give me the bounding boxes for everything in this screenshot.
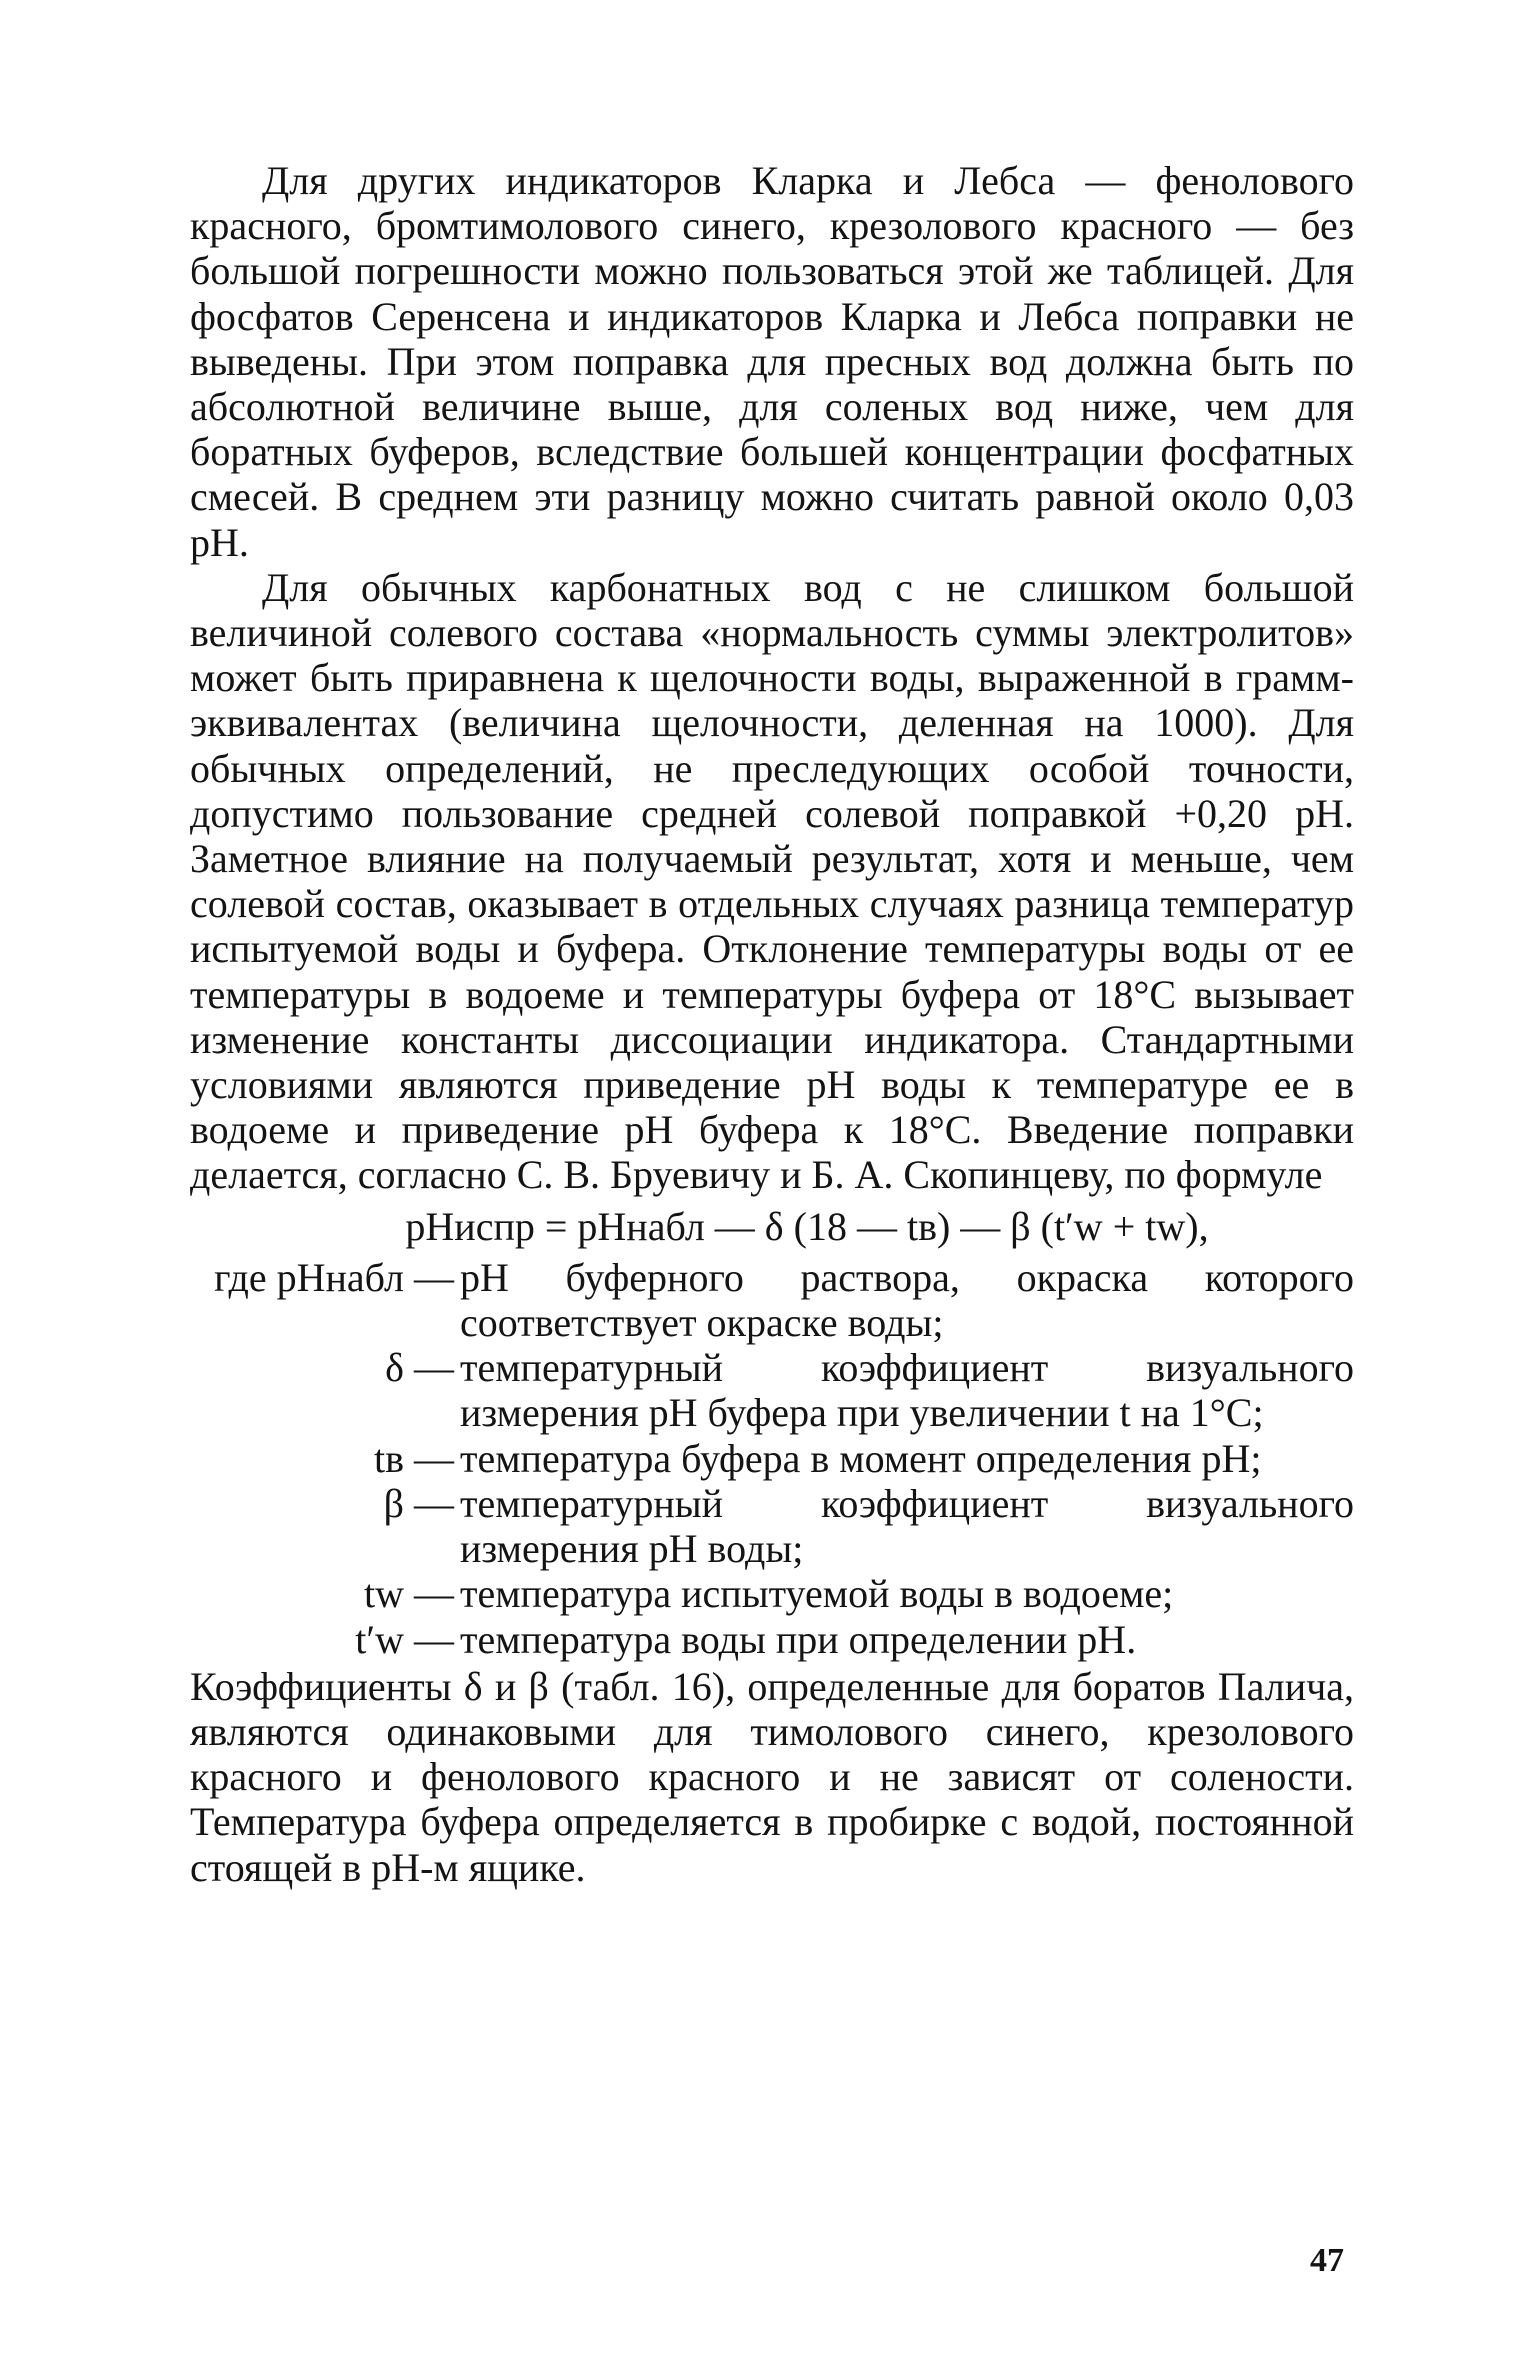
legend-item [190,1255,1354,1345]
legend-item [190,1571,1354,1616]
legend-symbol: δ — [385,1345,454,1391]
body-text [190,158,1354,1890]
legend-symbol: β — [383,1480,454,1526]
legend-symbol: t′w — [355,1616,454,1662]
legend-item [190,1481,1354,1571]
legend-item [190,1617,1354,1662]
legend-description: температура буфера в момент определения pH; [460,1435,1262,1481]
legend-item [190,1436,1354,1481]
legend-item [190,1345,1354,1435]
legend-symbol: tw — [364,1571,454,1617]
ph-correction-formula: pHиспр = pHнабл — δ (18 — tв) — β (t′w + tw), [405,1203,1209,1249]
legend-description: температура испытуемой воды в водоеме; [460,1571,1174,1617]
page-number: 47 [1310,2242,1344,2279]
paragraph-coefficients: Коэффициенты δ и β (табл. 16), определенные для боратов Палича, являются одинаковыми для тимолового синего, крезолового красного и фенолового красного и не зависят от солености. Температура буфера определяется в пробирке с водой, постоянной стоящей в pH-м ящике. [190,1663,1354,1890]
formula-legend [190,1255,1354,1662]
legend-symbol: где pHнабл — [214,1254,454,1300]
paragraph-indicators: Для других индикаторов Кларка и Лебса — фенолового красного, бромтимолового синего, крезолового красного — без большой погрешности можно пользоваться этой же таблицей. Для фосфатов Серенсена и индикаторов Кларка и Лебса поправки не выведены. При этом поправка для пресных вод должна быть по абсолютной величине выше, для соленых вод ниже, чем для боратных буферов, вследствие большей концентрации фосфатных смесей. В среднем эти разницу можно считать равной около 0,03 pH. [190,158,1354,565]
legend-description: температурный коэффициент визуального измерения pH воды; [460,1480,1354,1572]
legend-description: температура воды при определении pH. [460,1616,1137,1662]
legend-description: температурный коэффициент визуального измерения pH буфера при увеличении t на 1°C; [460,1345,1354,1436]
paragraph-carbonate-waters: Для обычных карбонатных вод с не слишком большой величиной солевого состава «нормальность суммы электролитов» может быть приравнена к щелочности воды, выраженной в грамм-эквивалентах (величина щелочности, деленная на 1000). Для обычных определений, не преследующих особой точности, допустимо пользование средней солевой поправкой +0,20 pH. Заметное влияние на получаемый результат, хотя и меньше, чем солевой состав, оказывает в отдельных случаях разница температур испытуемой воды и буфера. Отклонение температуры воды от ее температуры в водоеме и температуры буфера от 18°C вызывает изменение константы диссоциации индикатора. Стандартными условиями являются приведение pH воды к температуре ее в водоеме и приведение pH буфера к 18°C. Введение поправки делается, согласно С. В. Бруевичу и Б. А. Скопинцеву, по формуле [190,564,1354,1198]
legend-symbol: tв — [374,1435,454,1481]
legend-description: pH буферного раствора, окраска которого соответствует окраске воды; [460,1254,1354,1346]
